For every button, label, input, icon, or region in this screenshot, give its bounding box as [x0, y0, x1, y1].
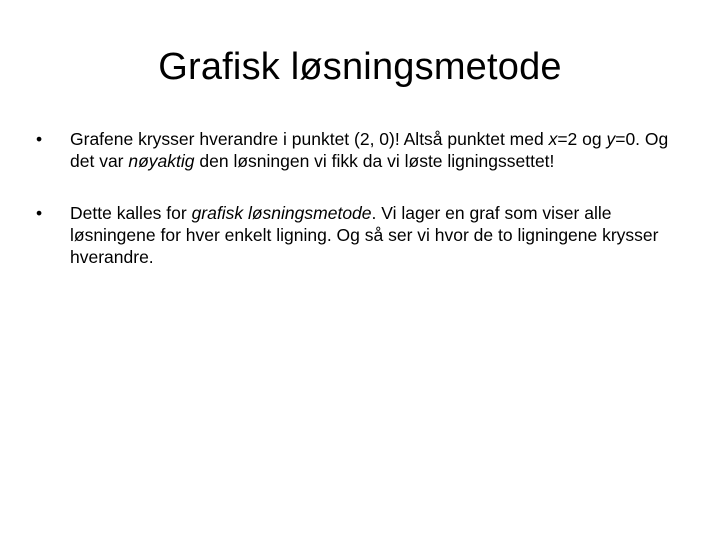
- slide-title: Grafisk løsningsmetode: [158, 46, 562, 88]
- math-variable: y: [606, 129, 616, 149]
- text-segment: =0. Og det var: [70, 129, 669, 171]
- bullet-dot-icon: •: [36, 129, 43, 149]
- bullet-item: [36, 128, 686, 172]
- bullet-list: [36, 128, 686, 298]
- text-segment: . Vi lager en graf som viser alle løsningene for hver enkelt ligning. Og så ser vi hvor de to ligningene krysser hverandre.: [70, 203, 659, 267]
- text-segment: Dette kalles for: [70, 203, 192, 223]
- math-variable: x: [548, 129, 558, 149]
- bullet-text: [70, 203, 659, 267]
- bullet-text: [70, 129, 668, 171]
- text-segment: =2 og: [557, 129, 607, 149]
- bullet-item: [36, 202, 686, 268]
- bullet-dot-icon: •: [36, 203, 43, 223]
- text-segment: Grafene krysser hverandre i punktet (2, 0)! Altså punktet med: [70, 129, 549, 149]
- emphasis-text: grafisk løsningsmetode: [191, 203, 372, 223]
- text-segment: den løsningen vi fikk da vi løste ligningssettet!: [194, 151, 555, 171]
- emphasis-text: nøyaktig: [128, 151, 195, 171]
